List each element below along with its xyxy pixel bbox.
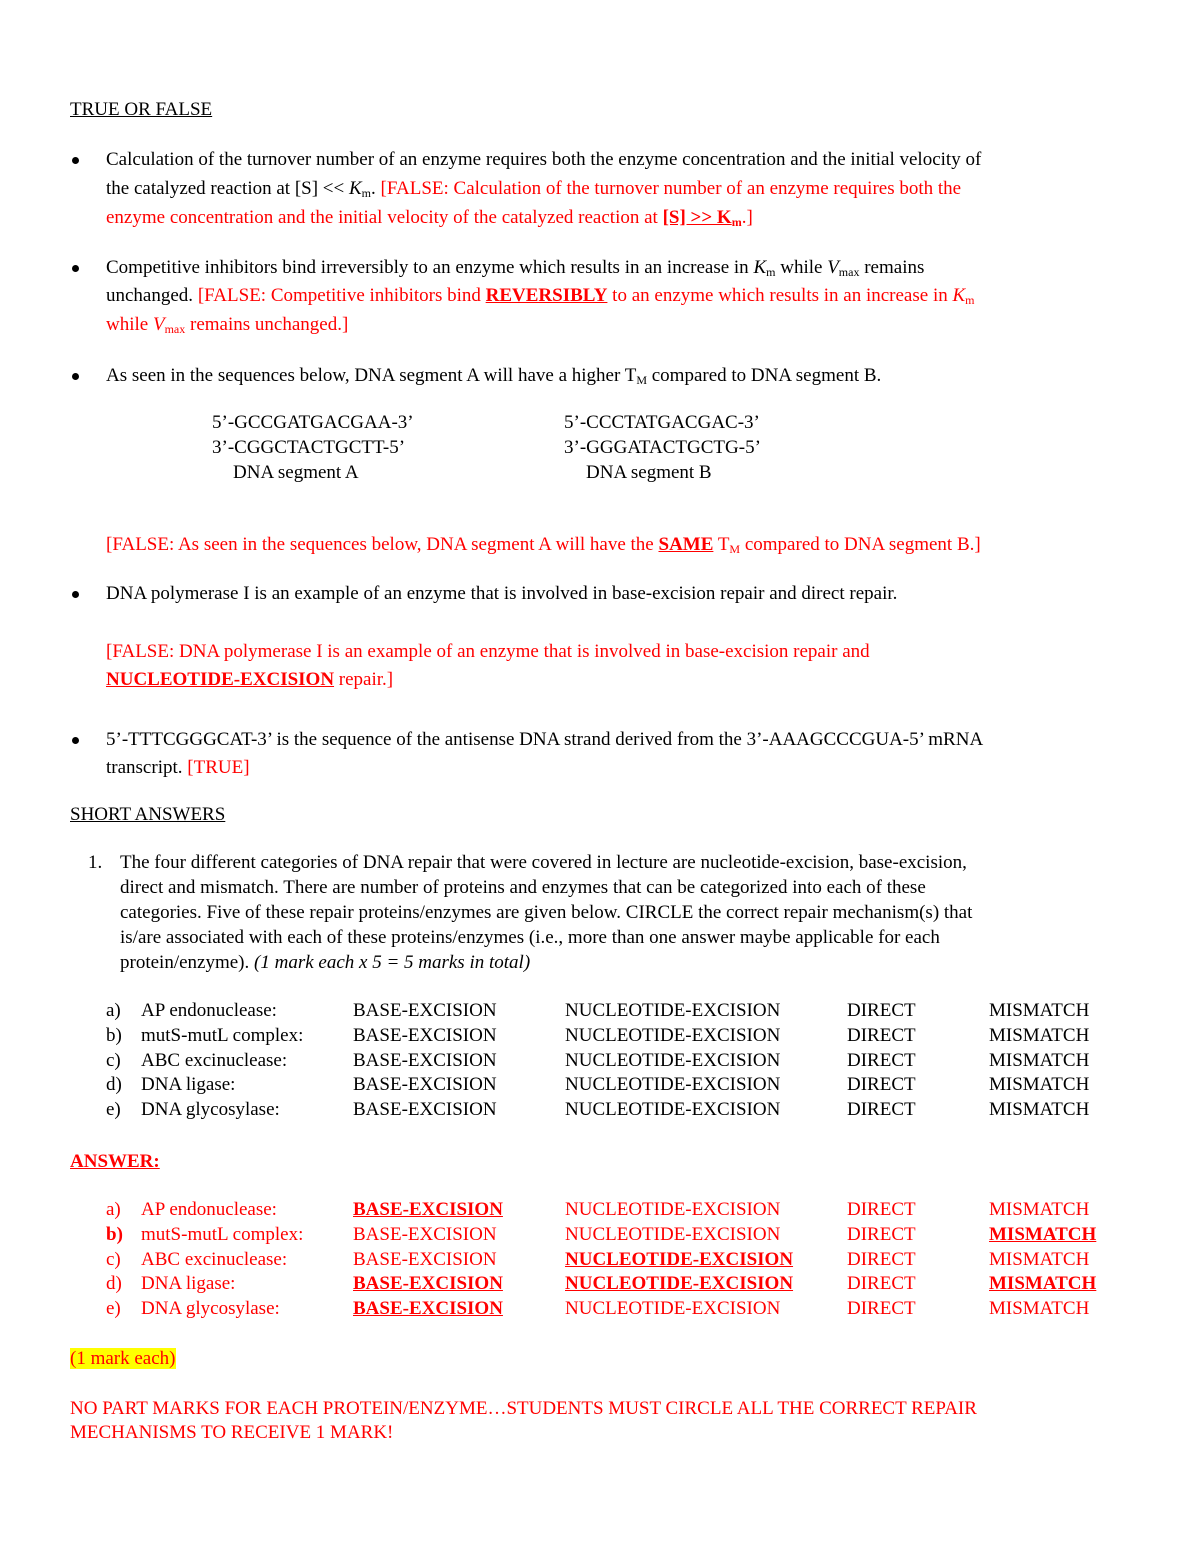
question-choice-nucleotide-excision: NUCLEOTIDE-EXCISION [565, 1099, 781, 1121]
question-protein-name: DNA ligase: [141, 1074, 236, 1096]
tf-q3-line1 [106, 362, 881, 394]
question-protein-name: DNA glycosylase: [141, 1099, 280, 1121]
dna-segment-b-label: DNA segment B [586, 462, 712, 483]
tf-q3-answer [106, 531, 981, 563]
sa-q1-marks-note: (1 mark each x 5 = 5 marks in total) [254, 952, 531, 973]
question-choice-nucleotide-excision: NUCLEOTIDE-EXCISION [565, 1049, 781, 1071]
tf-q1-answer-end: .] [741, 207, 753, 228]
answer-choice-mismatch: MISMATCH [989, 1199, 1090, 1220]
question-choice-mismatch: MISMATCH [989, 1049, 1090, 1071]
tf-q2-text: Competitive inhibitors bind irreversibly to an enzyme which results in an increase in [106, 257, 754, 278]
answer-choice-direct: DIRECT [847, 1248, 916, 1270]
tf-q3-text: As seen in the sequences below, DNA segment A will have a higher T [106, 365, 637, 386]
dna-segment-b-top: 5’-CCCTATGACGAC-3’ [564, 412, 760, 433]
tf-q1-line2 [106, 175, 961, 207]
tf-q2-text: unchanged. [106, 285, 198, 306]
tf-q2-text: while [775, 257, 828, 278]
question-choice-direct: DIRECT [847, 1024, 916, 1046]
km-subscript: m [361, 186, 372, 200]
tf-q4-answer-line2 [106, 666, 393, 694]
dna-segment-b-bottom: 3’-GGGATACTGCTG-5’ [564, 437, 761, 458]
sa-q1-number: 1. [88, 852, 103, 873]
question-choice-nucleotide-excision: NUCLEOTIDE-EXCISION [565, 1074, 781, 1096]
tf-q2-answer: [FALSE: Competitive inhibitors bind [197, 285, 486, 306]
tf-q2-answer-emphasis: REVERSIBLY [485, 285, 608, 306]
tf-q2-text: remains [859, 257, 925, 278]
tf-q2-answer: while [106, 314, 153, 335]
true-false-heading: TRUE OR FALSE [70, 99, 213, 120]
tf-q5-line1: 5’-TTTCGGGCAT-3’ is the sequence of the antisense DNA strand derived from the 3’-AAAGCCCGUA-5’ mRNA [106, 729, 984, 750]
answer-protein-name: mutS-mutL complex: [141, 1223, 304, 1245]
tf-q3-answer-text: T [713, 534, 730, 555]
tf-q4-line1: DNA polymerase I is an example of an enzyme that is involved in base-excision repair and direct repair. [106, 583, 898, 604]
dna-segment-a-top: 5’-GCCGATGACGAA-3’ [212, 412, 414, 433]
question-choice-base-excision: BASE-EXCISION [353, 1049, 497, 1071]
final-note-line2: MECHANISMS TO RECEIVE 1 MARK! [70, 1422, 394, 1443]
mark-note-highlight: (1 mark each) [70, 1348, 176, 1369]
answer-row-letter: b) [106, 1223, 123, 1245]
question-choice-mismatch: MISMATCH [989, 1074, 1090, 1096]
question-row-letter: d) [106, 1074, 122, 1096]
answer-protein-name: ABC excinuclease: [141, 1248, 288, 1270]
tf-q5-text: transcript. [106, 757, 188, 778]
answer-choice-base-excision: BASE-EXCISION [353, 1223, 497, 1245]
question-choice-mismatch: MISMATCH [989, 1099, 1090, 1121]
question-choice-nucleotide-excision: NUCLEOTIDE-EXCISION [565, 1000, 781, 1021]
answer-choice-direct: DIRECT [847, 1223, 916, 1245]
sa-q1-text: protein/enzyme). [120, 952, 255, 973]
tf-q1-answer: [FALSE: Calculation of the turnover number of an enzyme requires both the [380, 178, 962, 199]
question-choice-direct: DIRECT [847, 1074, 916, 1096]
tf-q5-line2 [106, 754, 250, 782]
question-protein-name: ABC excinuclease: [141, 1049, 288, 1071]
answer-choice-direct: DIRECT [847, 1298, 916, 1320]
sa-q1-line3: categories. Five of these repair proteins/enzymes are given below. CIRCLE the correct repair mechanism(s) that [120, 902, 973, 923]
vmax-symbol: V [827, 257, 839, 278]
answer-choice-direct: DIRECT [847, 1199, 916, 1220]
tf-q2-line2 [106, 282, 975, 314]
tf-q4-answer-line1: [FALSE: DNA polymerase I is an example of an enzyme that is involved in base-excision repair and [106, 641, 870, 662]
answer-choice-base-excision-correct: BASE-EXCISION [353, 1298, 503, 1320]
question-row-letter: b) [106, 1024, 122, 1046]
answer-row-letter: c) [106, 1248, 121, 1270]
answer-protein-name: DNA glycosylase: [141, 1298, 280, 1320]
tf-q1-text: the catalyzed reaction at [S] << [106, 178, 349, 199]
answer-choice-mismatch-correct: MISMATCH [989, 1273, 1097, 1295]
tf-q1-answer-emphasis: [S] >> K [662, 207, 732, 228]
tf-q2-answer: to an enzyme which results in an increase in [607, 285, 953, 306]
bullet [72, 265, 79, 272]
question-choice-direct: DIRECT [847, 1049, 916, 1071]
question-choice-base-excision: BASE-EXCISION [353, 1099, 497, 1121]
sa-q1-line2: direct and mismatch. There are number of proteins and enzymes that can be categorized into each of these [120, 877, 926, 898]
km-symbol: K [952, 285, 966, 306]
bullet [72, 373, 79, 380]
answer-choice-nucleotide-excision: NUCLEOTIDE-EXCISION [565, 1298, 781, 1320]
tf-q1-text-end: . [371, 178, 381, 199]
tf-q2-answer: remains unchanged.] [185, 314, 349, 335]
question-choice-base-excision: BASE-EXCISION [353, 1074, 497, 1096]
answer-heading: ANSWER: [70, 1151, 160, 1172]
bullet [72, 591, 79, 598]
question-choice-nucleotide-excision: NUCLEOTIDE-EXCISION [565, 1024, 781, 1046]
tf-q2-answer-line3 [106, 311, 348, 343]
answer-choice-base-excision-correct: BASE-EXCISION [353, 1199, 503, 1220]
bullet [72, 157, 79, 164]
answer-row-letter: e) [106, 1298, 121, 1320]
question-choice-direct: DIRECT [847, 1000, 916, 1021]
tf-q5-answer: [TRUE] [187, 757, 250, 778]
question-protein-name: AP endonuclease: [141, 1000, 277, 1021]
question-choice-mismatch: MISMATCH [989, 1000, 1090, 1021]
answer-choice-nucleotide-excision-correct: NUCLEOTIDE-EXCISION [565, 1248, 794, 1270]
tm-subscript: M [729, 542, 741, 556]
bullet [72, 737, 79, 744]
answer-choice-mismatch-correct: MISMATCH [989, 1223, 1097, 1245]
answer-choice-nucleotide-excision: NUCLEOTIDE-EXCISION [565, 1199, 781, 1220]
tf-q4-answer-emphasis: NUCLEOTIDE-EXCISION [106, 669, 335, 690]
sa-q1-line5 [120, 950, 530, 975]
answer-choice-base-excision-correct: BASE-EXCISION [353, 1273, 503, 1295]
dna-segment-a-bottom: 3’-CGGCTACTGCTT-5’ [212, 437, 406, 458]
vmax-symbol: V [152, 314, 165, 335]
tf-q3-answer-text: compared to DNA segment B.] [740, 534, 981, 555]
km-subscript: m [965, 293, 975, 307]
answer-choice-nucleotide-excision: NUCLEOTIDE-EXCISION [565, 1223, 781, 1245]
tf-q3-answer-text: [FALSE: As seen in the sequences below, DNA segment A will have the [106, 534, 659, 555]
question-row-letter: e) [106, 1099, 121, 1121]
final-note-line1: NO PART MARKS FOR EACH PROTEIN/ENZYME…STUDENTS MUST CIRCLE ALL THE CORRECT REPAIR [70, 1398, 977, 1419]
answer-protein-name: AP endonuclease: [141, 1199, 277, 1220]
answer-choice-base-excision: BASE-EXCISION [353, 1248, 497, 1270]
answer-row-letter: d) [106, 1273, 122, 1295]
tf-q3-answer-emphasis: SAME [658, 534, 714, 555]
short-answers-heading: SHORT ANSWERS [70, 804, 226, 825]
km-subscript: m [731, 215, 742, 229]
km-subscript: m [766, 265, 776, 279]
sa-q1-line1: The four different categories of DNA repair that were covered in lecture are nucleotide-excision, base-excision, [120, 852, 967, 873]
sa-q1-line4: is/are associated with each of these proteins/enzymes (i.e., more than one answer maybe applicable for each [120, 927, 940, 948]
answer-choice-nucleotide-excision-correct: NUCLEOTIDE-EXCISION [565, 1273, 794, 1295]
km-symbol: K [753, 257, 767, 278]
answer-choice-mismatch: MISMATCH [989, 1298, 1090, 1320]
tf-q3-text: compared to DNA segment B. [646, 365, 882, 386]
answer-protein-name: DNA ligase: [141, 1273, 236, 1295]
question-row-letter: c) [106, 1049, 121, 1071]
tf-q1-answer-text: enzyme concentration and the initial velocity of the catalyzed reaction at [106, 207, 663, 228]
answer-choice-direct: DIRECT [847, 1273, 916, 1295]
question-protein-name: mutS-mutL complex: [141, 1024, 304, 1046]
km-symbol: K [348, 178, 362, 199]
tf-q1-answer-line3 [106, 204, 753, 236]
question-row-letter: a) [106, 1000, 121, 1021]
question-choice-mismatch: MISMATCH [989, 1024, 1090, 1046]
question-choice-direct: DIRECT [847, 1099, 916, 1121]
answer-choice-mismatch: MISMATCH [989, 1248, 1090, 1270]
answer-row-letter: a) [106, 1199, 121, 1220]
tf-q1-line1: Calculation of the turnover number of an enzyme requires both the enzyme concentration and the initial velocity of [106, 149, 982, 170]
dna-segment-a-label: DNA segment A [233, 462, 359, 483]
tm-subscript: M [636, 373, 647, 387]
tf-q4-answer-text: repair.] [334, 669, 394, 690]
question-choice-base-excision: BASE-EXCISION [353, 1000, 497, 1021]
vmax-subscript: max [164, 322, 186, 336]
mark-note [70, 1345, 176, 1373]
question-choice-base-excision: BASE-EXCISION [353, 1024, 497, 1046]
vmax-subscript: max [838, 265, 860, 279]
